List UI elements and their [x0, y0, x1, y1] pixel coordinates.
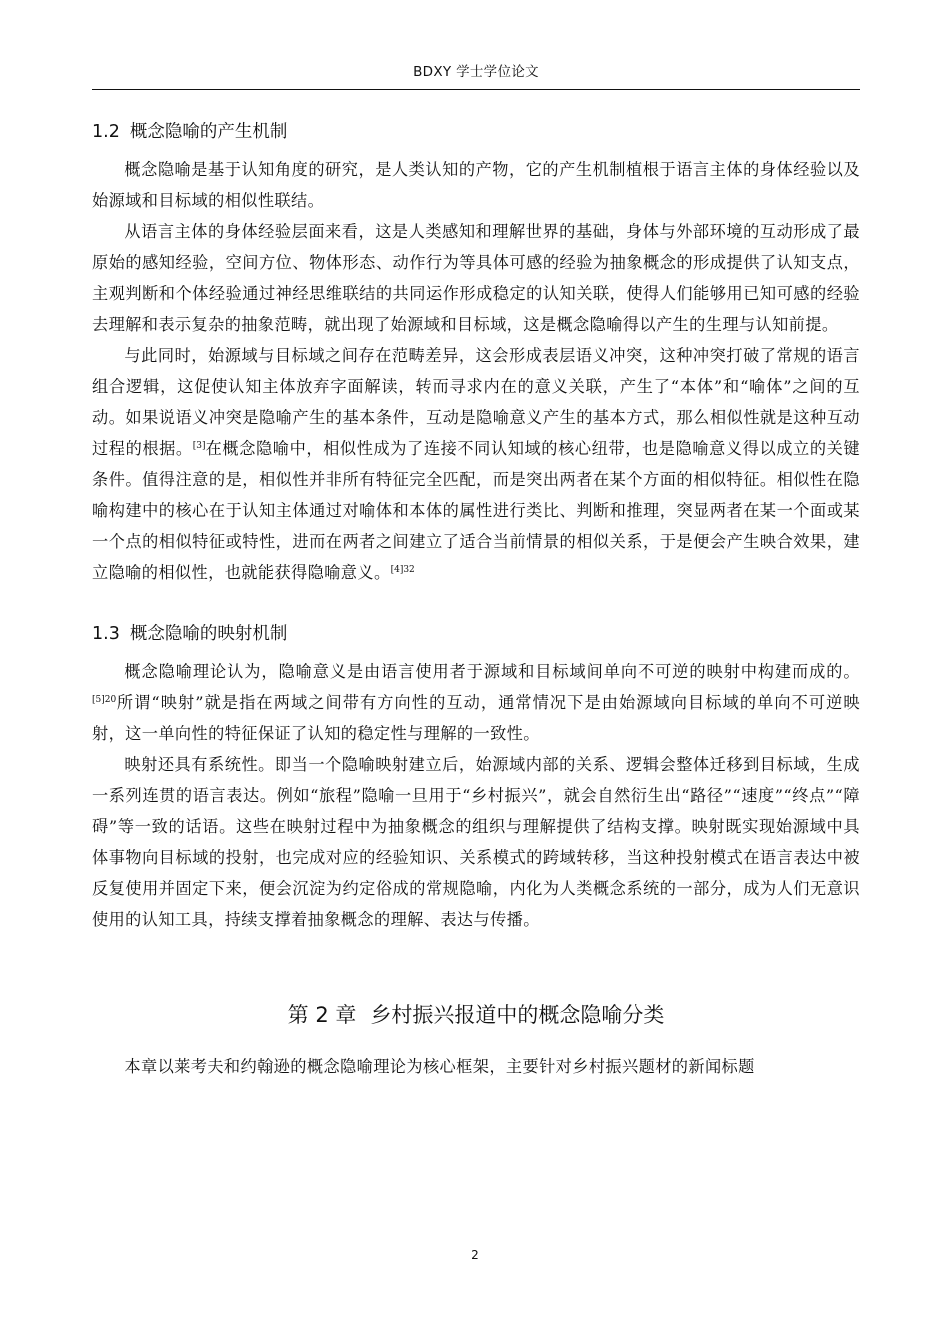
citation-superscript: [5]20 [92, 695, 117, 705]
section-number: 1.3 [92, 624, 120, 644]
body-paragraph [92, 656, 860, 749]
citation-superscript: [3] [192, 441, 206, 451]
section-gap [92, 588, 860, 618]
chapter-intro-paragraph: 本章以莱考夫和约翰逊的概念隐喻理论为核心框架，主要针对乡村振兴题材的新闻标题 [124, 1057, 755, 1076]
section-heading [92, 618, 860, 650]
paragraph-text: 与此同时，始源域与目标域之间存在范畴差异，这会形成表层语义冲突，这种冲突打破了常规的语言组合逻辑，这促使认知主体放弃字面解读，转而寻求内在的意义关联，产生了“本体”和“喻体”之间的互动。如果说语义冲突是隐喻产生的基本条件，互动是隐喻意义产生的基本方式，那么相似性就是这种互动过程的根据。 [92, 346, 860, 458]
section-number: 1.2 [92, 122, 120, 142]
body-paragraph [92, 749, 860, 935]
chapter-number: 第 2 章 [287, 1003, 357, 1027]
sections-container [92, 116, 860, 935]
header-rule [92, 89, 860, 90]
paragraph-text: 概念隐喻理论认为，隐喻意义是由语言使用者于源域和目标域间单向不可逆的映射中构建而成的。 [124, 662, 860, 681]
chapter-heading [92, 997, 860, 1033]
paragraph-text: 从语言主体的身体经验层面来看，这是人类感知和理解世界的基础，身体与外部环境的互动形成了最原始的感知经验，空间方位、物体形态、动作行为等具体可感的经验为抽象概念的形成提供了认知支点，主观判断和个体经验通过神经思维联结的共同运作形成稳定的认知关联，使得人们能够用已知可感的经验去理解和表示复杂的抽象范畴，就出现了始源域和目标域，这是概念隐喻得以产生的生理与认知前提。 [92, 222, 860, 334]
paragraph-text: 概念隐喻是基于认知角度的研究，是人类认知的产物，它的产生机制植根于语言主体的身体经验以及始源域和目标域的相似性联结。 [92, 160, 860, 210]
citation-superscript: [4]32 [390, 565, 415, 575]
page-body [92, 116, 860, 1082]
body-paragraph [92, 340, 860, 588]
section-title: 概念隐喻的映射机制 [129, 624, 288, 644]
paragraph-text: 在概念隐喻中，相似性成为了连接不同认知域的核心纽带，也是隐喻意义得以成立的关键条件。值得注意的是，相似性并非所有特征完全匹配，而是突出两者在某个方面的相似特征。相似性在隐喻构建中的核心在于认知主体通过对喻体和本体的属性进行类比、判断和推理，突显两者在某一个面或某一个点的相似特征或特性，进而在两者之间建立了适合当前情景的相似关系，于是便会产生映合效果，建立隐喻的相似性，也就能获得隐喻意义。 [92, 439, 860, 582]
body-paragraph [92, 216, 860, 340]
running-header: BDXY 学士学位论文 [413, 64, 539, 80]
section-title: 概念隐喻的产生机制 [129, 122, 288, 142]
section-heading [92, 116, 860, 148]
paragraph-text: 映射还具有系统性。即当一个隐喻映射建立后，始源域内部的关系、逻辑会整体迁移到目标域，生成一系列连贯的语言表达。例如“旅程”隐喻一旦用于“乡村振兴”，就会自然衍生出“路径”“速度”“终点”“障碍”等一致的话语。这些在映射过程中为抽象概念的组织与理解提供了结构支撑。映射既实现始源域中具体事物向目标域的投射，也完成对应的经验知识、关系模式的跨域转移，当这种投射模式在语言表达中被反复使用并固定下来，便会沉淀为约定俗成的常规隐喻，内化为人类概念系统的一部分，成为人们无意识使用的认知工具，持续支撑着抽象概念的理解、表达与传播。 [92, 755, 860, 929]
body-paragraph [92, 154, 860, 216]
page-number: 2 [471, 1248, 479, 1262]
chapter-title: 乡村振兴报道中的概念隐喻分类 [370, 1003, 665, 1027]
paragraph-text: 所谓“映射”就是指在两域之间带有方向性的互动，通常情况下是由始源域向目标域的单向不可逆映射，这一单向性的特征保证了认知的稳定性与理解的一致性。 [92, 693, 860, 743]
